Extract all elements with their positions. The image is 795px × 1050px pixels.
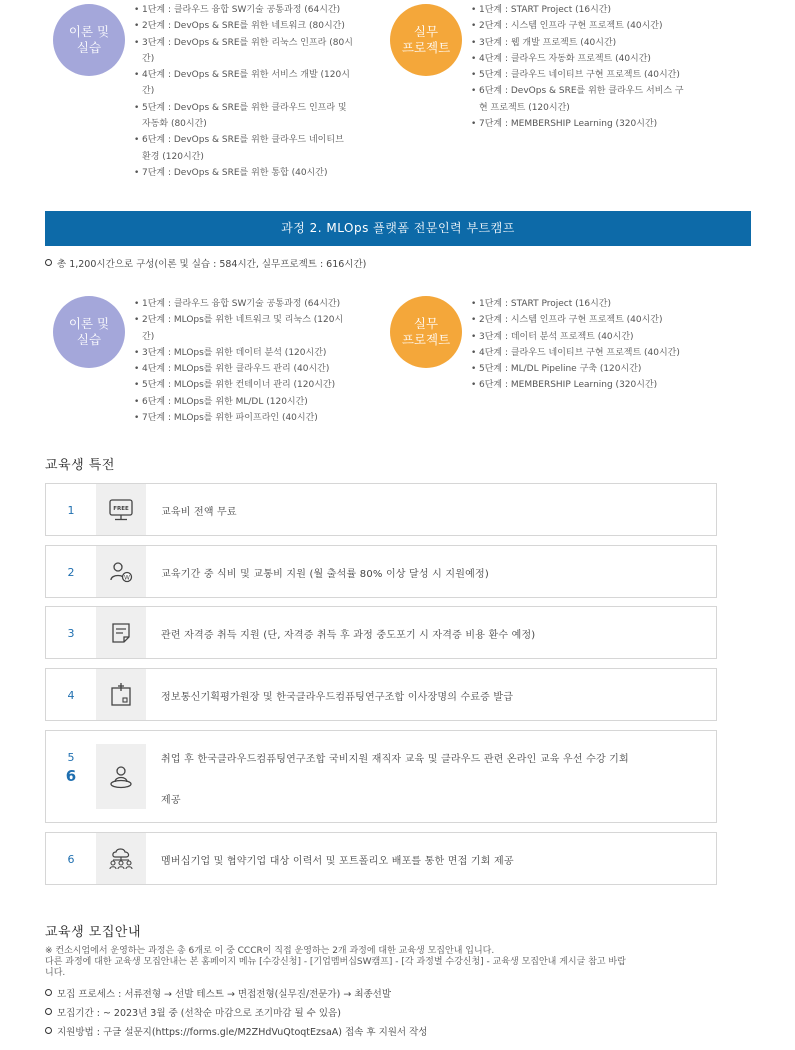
stage-item: • 4단계 : MLOps를 위한 클라우드 관리 (40시간) xyxy=(134,361,379,377)
course-2-banner: 과정 2. MLOps 플랫폼 전문인력 부트캠프 xyxy=(45,211,751,246)
project-label-bottom: 프로젝트 xyxy=(401,332,451,347)
stage-item: • 3단계 : MLOps를 위한 데이터 분석 (120시간) xyxy=(134,345,379,361)
stage-item: • 1단계 : 클라우드 융합 SW기술 공통과정 (64시간) xyxy=(134,2,379,18)
benefit-text: 관련 자격증 취득 지원 (단, 자격증 취득 후 과정 중도포기 시 자격증 비용 환수 예정) xyxy=(161,630,536,641)
ring-bullet-icon xyxy=(45,1027,52,1034)
stage-item: 간) xyxy=(142,53,155,64)
stage-item: • 5단계 : MLOps를 위한 컨테이너 관리 (120시간) xyxy=(134,377,379,393)
stage-item: 환경 (120시간) xyxy=(142,151,204,162)
theory-label-top: 이론 및 xyxy=(68,24,110,39)
stage-item: • 6단계 : DevOps & SRE를 위한 클라우드 서비스 구 xyxy=(471,83,731,99)
benefit-number: 5 xyxy=(67,751,75,764)
user-platform-icon xyxy=(96,744,146,809)
recruit-line-period xyxy=(45,1005,341,1019)
stage-item: 자동화 (80시간) xyxy=(142,119,207,130)
stage-item: • 2단계 : DevOps & SRE를 위한 네트워크 (80시간) xyxy=(134,18,379,34)
benefit-text: 교육비 전액 무료 xyxy=(161,507,237,518)
benefit-number: 4 xyxy=(67,689,75,702)
recruit-note-3: 니다. xyxy=(45,968,66,978)
certificate-icon xyxy=(96,607,146,658)
recruit-title: 교육생 모집안내 xyxy=(45,925,142,940)
benefit-number: 1 xyxy=(67,504,75,517)
ring-bullet-icon xyxy=(45,259,52,266)
stage-item: • 4단계 : 클라우드 네이티브 구현 프로젝트 (40시간) xyxy=(471,345,731,361)
theory-circle-2 xyxy=(53,296,125,368)
recruit-line-text: 지원방법 : 구글 설문지(https://forms.gle/M2ZHdVuQtoqtEzsaA) 접속 후 지원서 작성 xyxy=(57,1027,428,1038)
free-monitor-icon xyxy=(96,484,146,535)
benefit-row-6 xyxy=(45,832,717,885)
stage-item: • 6단계 : DevOps & SRE를 위한 클라우드 네이티브 xyxy=(134,132,379,148)
stage-item: • 7단계 : MLOps를 위한 파이프라인 (40시간) xyxy=(134,410,379,426)
cloud-network-icon xyxy=(96,833,146,884)
course-2-summary xyxy=(45,256,366,270)
benefit-number: 2 xyxy=(67,566,75,579)
stage-item: 간) xyxy=(142,86,155,97)
benefit-text: 취업 후 한국클라우드컴퓨팅연구조합 국비지원 재직자 교육 및 클라우드 관련 온라인 교육 우선 수강 기회 xyxy=(161,754,629,765)
benefits-title: 교육생 특전 xyxy=(45,458,115,473)
theory-label-bottom: 실습 xyxy=(76,40,102,55)
stage-item: • 2단계 : 시스템 인프라 구현 프로젝트 (40시간) xyxy=(471,312,731,328)
benefit-text-continued: 제공 xyxy=(161,795,181,806)
stage-item: • 1단계 : START Project (16시간) xyxy=(471,296,731,312)
project-circle-1 xyxy=(390,4,462,76)
theory-list-1 xyxy=(134,2,379,181)
benefit-row-4 xyxy=(45,668,717,721)
project-label-top: 실무 xyxy=(413,24,439,39)
recruit-line-text: 모집기간 : ~ 2023년 3월 중 (선착순 마감으로 조기마감 될 수 있음) xyxy=(57,1008,341,1019)
recruit-line-method xyxy=(45,1024,427,1038)
ring-bullet-icon xyxy=(45,989,52,996)
benefit-row-5 xyxy=(45,730,717,823)
benefit-number: 3 xyxy=(67,627,75,640)
svg-text:W: W xyxy=(124,574,130,581)
stage-item: 현 프로젝트 (120시간) xyxy=(479,102,570,113)
theory-list-2 xyxy=(134,296,379,426)
stage-item: • 4단계 : DevOps & SRE를 위한 서비스 개발 (120시 xyxy=(134,67,379,83)
theory-circle-1 xyxy=(53,4,125,76)
benefit-row-3 xyxy=(45,606,717,659)
project-label-bottom: 프로젝트 xyxy=(401,40,451,55)
ring-bullet-icon xyxy=(45,1008,52,1015)
benefit-row-2 xyxy=(45,545,717,598)
theory-label-bottom: 실습 xyxy=(76,332,102,347)
stage-item: • 2단계 : MLOps를 위한 네트워크 및 리눅스 (120시 xyxy=(134,312,379,328)
stage-item: • 7단계 : MEMBERSHIP Learning (320시간) xyxy=(471,116,731,132)
stage-item: • 3단계 : 데이터 분석 프로젝트 (40시간) xyxy=(471,329,731,345)
stage-item: • 6단계 : MEMBERSHIP Learning (320시간) xyxy=(471,377,731,393)
summary-text: 총 1,200시간으로 구성(이론 및 실습 : 584시간, 실무프로젝트 : 616시간) xyxy=(57,259,367,270)
stage-item: • 5단계 : 클라우드 네이티브 구현 프로젝트 (40시간) xyxy=(471,67,731,83)
free-icon-label: FREE xyxy=(113,505,129,512)
stage-item: • 4단계 : 클라우드 자동화 프로젝트 (40시간) xyxy=(471,51,731,67)
stage-item: • 7단계 : DevOps & SRE를 위한 통합 (40시간) xyxy=(134,165,379,181)
benefit-number: 6 xyxy=(67,853,75,866)
benefit-text: 교육기간 중 식비 및 교통비 지원 (월 출석률 80% 이상 달성 시 지원예정) xyxy=(161,569,489,580)
theory-label-top: 이론 및 xyxy=(68,316,110,331)
project-circle-2 xyxy=(390,296,462,368)
recruit-line-process xyxy=(45,986,391,1000)
recruit-note-2: 다른 과정에 대한 교육생 모집안내는 본 홈페이지 메뉴 [수강신청] - [기업멤버십SW캠프] - [각 과정별 수강신청] - 교육생 모집안내 게시글 참고 바랍 xyxy=(45,957,626,967)
stage-item: • 1단계 : START Project (16시간) xyxy=(471,2,731,18)
project-label-top: 실무 xyxy=(413,316,439,331)
stage-item: • 3단계 : DevOps & SRE를 위한 리눅스 인프라 (80시 xyxy=(134,35,379,51)
recruit-line-text: 모집 프로세스 : 서류전형 → 선발 테스트 → 면접전형(실무진/전문가) → 최종선발 xyxy=(57,989,392,1000)
person-won-icon xyxy=(96,546,146,597)
project-list-1 xyxy=(471,2,731,132)
stage-item: • 3단계 : 웹 개발 프로젝트 (40시간) xyxy=(471,35,731,51)
benefit-text: 정보통신기획평가원장 및 한국클라우드컴퓨팅연구조합 이사장명의 수료증 발급 xyxy=(161,692,514,703)
benefit-number-secondary: 6 xyxy=(65,767,77,785)
stage-item: • 2단계 : 시스템 인프라 구현 프로젝트 (40시간) xyxy=(471,18,731,34)
recruit-note-1: ※ 컨소시엄에서 운영하는 과정은 총 6개로 이 중 CCCR이 직접 운영하는 2개 과정에 대한 교육생 모집안내 입니다. xyxy=(45,946,495,956)
benefit-text: 멤버십기업 및 협약기업 대상 이력서 및 포트폴리오 배포를 통한 면접 기회 제공 xyxy=(161,856,514,867)
stage-item: • 6단계 : MLOps를 위한 ML/DL (120시간) xyxy=(134,394,379,410)
stage-item: 간) xyxy=(142,331,155,342)
project-list-2 xyxy=(471,296,731,394)
diploma-icon xyxy=(96,669,146,720)
stage-item: • 5단계 : ML/DL Pipeline 구축 (120시간) xyxy=(471,361,731,377)
stage-item: • 1단계 : 클라우드 융합 SW기술 공통과정 (64시간) xyxy=(134,296,379,312)
benefit-row-1 xyxy=(45,483,717,536)
stage-item: • 5단계 : DevOps & SRE를 위한 클라우드 인프라 및 xyxy=(134,100,379,116)
